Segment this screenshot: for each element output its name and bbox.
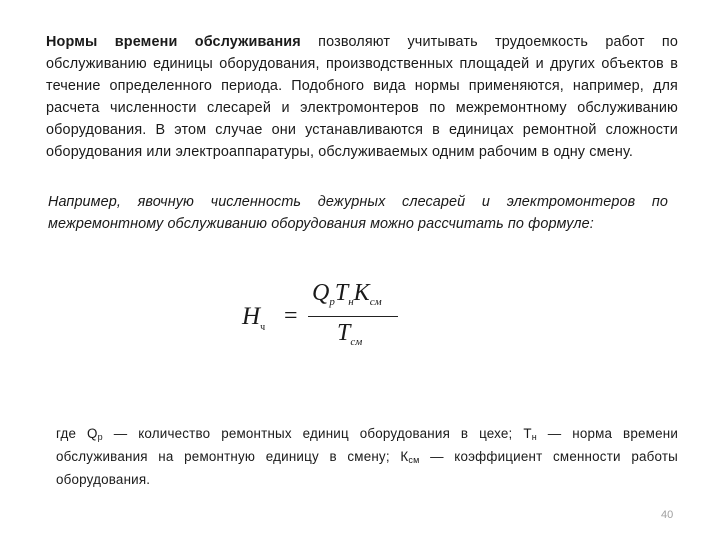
formula-equals: =: [284, 303, 298, 329]
example-paragraph: Например, явочную численность дежурных слесарей и электромонтеров по межремонтному обслуживанию оборудования можно рассчитать по формуле:: [48, 194, 668, 232]
formula-numerator: $Q_рT_нK_{см}$: [312, 280, 382, 308]
staffing-formula: [242, 282, 402, 352]
page-number: 40: [661, 509, 674, 521]
intro-text: позволяют учитывать трудоемкость работ по обслуживанию единицы оборудования, производственных площадей и других объектов в течение определенного периода. Подобного вида нормы применяются, например, для расчета численности слесарей и электромонтеров по межремонтному обслуживанию оборудования. В этом случае они устанавливаются в единицах ремонтной сложности оборудования или электроаппаратуры, обслуживаемых одним рабочим в одну смену.: [46, 34, 679, 160]
intro-paragraph: [46, 31, 678, 163]
formula-lhs: $H_ч$: [242, 303, 266, 333]
formula-denominator: $T_{см}$: [337, 320, 363, 348]
explanation-paragraph: где $Q_р$ — количество ремонтных единиц оборудования в цехе; $Т_н$ — норма времени обслуживания на ремонтную единицу в смену; $К_{см}$ — коэффициент сменности работы оборудования.: [56, 426, 678, 487]
formula-fraction-bar: [308, 316, 398, 317]
intro-term: Нормы времени обслуживания: [46, 34, 301, 50]
